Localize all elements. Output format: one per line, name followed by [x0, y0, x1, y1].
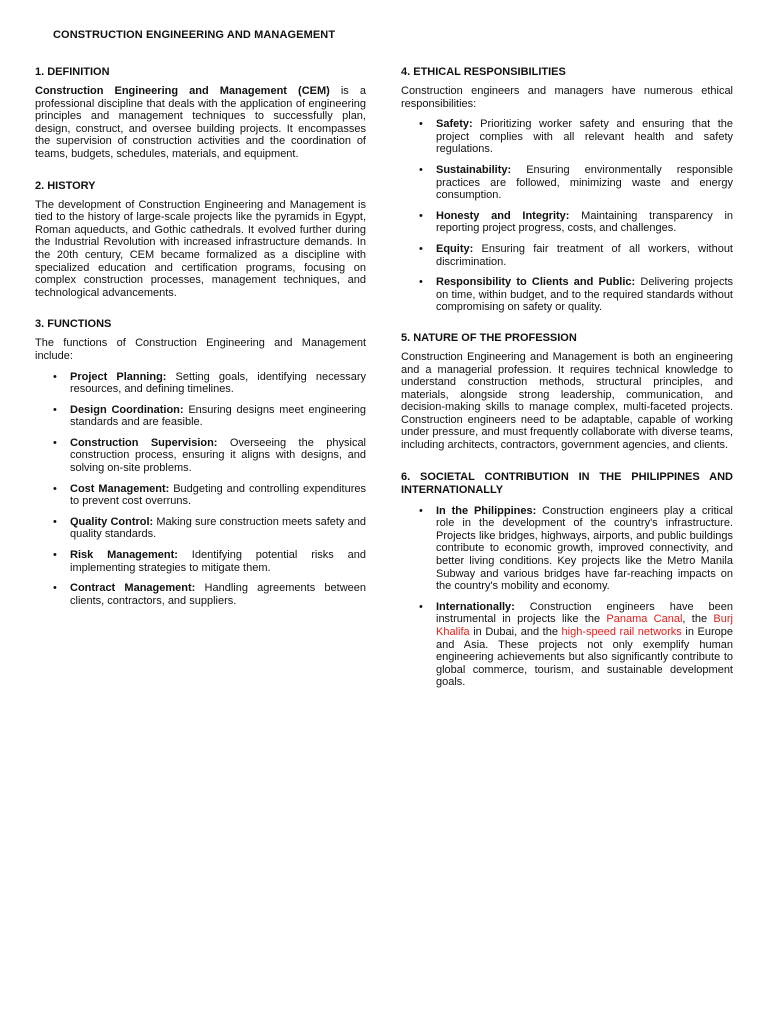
- item-term: Construction Supervision:: [70, 436, 218, 449]
- list-item: [35, 516, 366, 541]
- ethics-intro: Construction engineers and managers have numerous ethical responsibilities:: [401, 85, 733, 110]
- item-text: Handling agreements between clients, contractors, and suppliers.: [70, 582, 367, 607]
- section-definition: [35, 66, 366, 161]
- item-term: Sustainability:: [436, 163, 512, 176]
- list-item: [401, 505, 733, 593]
- functions-list: [35, 371, 366, 608]
- definition-paragraph: [35, 85, 366, 161]
- section-heading: 2. HISTORY: [35, 179, 96, 192]
- list-item: [35, 437, 366, 475]
- item-text: Budgeting and controlling expenditures to prevent cost overruns.: [70, 482, 367, 508]
- item-text: Prioritizing worker safety and ensuring that the project complies with all relevant health and safety regulations.: [436, 118, 733, 156]
- item-term: Cost Management:: [70, 482, 170, 495]
- list-item: [35, 582, 366, 607]
- section-heading: 3. FUNCTIONS: [35, 318, 112, 331]
- list-item: [401, 118, 733, 156]
- item-text: Delivering projects on time, within budget, and to the required standards without compromising on safety or quality.: [436, 276, 733, 314]
- item-term: Project Planning:: [70, 370, 167, 383]
- section-nature: [401, 332, 733, 452]
- list-item: [401, 601, 733, 689]
- section-heading: 1. DEFINITION: [35, 66, 110, 78]
- section-heading: 5. NATURE OF THE PROFESSION: [401, 331, 577, 344]
- societal-list: [401, 505, 733, 689]
- section-societal: [401, 471, 733, 689]
- definition-text: is a professional discipline that deals with the application of engineering principles and management techniques to successfully plan, design, construct, and oversee building projects. It encompasses the supervision of construction activities and the coordination of teams, budgets, schedules, materials, and equipment.: [35, 85, 366, 160]
- high-speed-rail-link[interactable]: high-speed rail networks: [561, 626, 682, 638]
- ethics-list: [401, 118, 733, 314]
- item-text: , the: [682, 613, 714, 626]
- history-paragraph: The development of Construction Engineering and Management is tied to the history of large-scale projects like the pyramids in Egypt, Roman aqueducts, and Gothic cathedrals. It evolved further during the Industrial Revolution with increased infrastructure demands. In the 20th century, CEM became formalized as a discipline with specialized education and certification programs, focusing on complex construction processes, management techniques, and technological advancements.: [35, 198, 366, 299]
- item-text: Overseeing the physical construction process, ensuring it aligns with designs, and solving on-site problems.: [70, 436, 367, 475]
- item-text: Maintaining transparency in reporting project progress, costs, and challenges.: [436, 209, 734, 235]
- item-term: Risk Management:: [70, 549, 178, 562]
- item-term: Responsibility to Clients and Public:: [436, 276, 636, 289]
- page-title: CONSTRUCTION ENGINEERING AND MANAGEMENT: [53, 29, 336, 41]
- item-text: Setting goals, identifying necessary resources, and defining timelines.: [70, 370, 366, 396]
- section-history: [35, 180, 366, 300]
- list-item: [401, 164, 733, 202]
- section-ethics: [401, 66, 733, 314]
- item-term: Equity:: [436, 242, 474, 255]
- functions-intro: The functions of Construction Engineering and Management include:: [35, 337, 366, 362]
- item-term: Quality Control:: [70, 515, 154, 528]
- section-heading: 4. ETHICAL RESPONSIBILITIES: [401, 66, 566, 78]
- item-text: Ensuring environmentally responsible practices are followed, minimizing waste and energy consumption.: [436, 163, 733, 202]
- item-text: Identifying potential risks and implementing strategies to mitigate them.: [70, 549, 366, 574]
- panama-canal-link[interactable]: Panama Canal: [606, 613, 683, 626]
- definition-term: Construction Engineering and Management (CEM): [35, 85, 330, 97]
- item-term: Internationally:: [436, 600, 515, 613]
- item-text: Construction engineers have been instrumental in projects like the: [436, 600, 733, 626]
- list-item: [401, 210, 733, 235]
- list-item: [35, 371, 366, 396]
- list-item: [401, 276, 733, 314]
- item-text: Ensuring fair treatment of all workers, without discrimination.: [436, 242, 733, 268]
- right-column: [401, 66, 733, 709]
- item-text: Making sure construction meets safety and quality standards.: [70, 515, 366, 541]
- item-term: In the Philippines:: [436, 504, 537, 517]
- list-item: [35, 483, 366, 508]
- item-term: Honesty and Integrity:: [436, 209, 570, 222]
- list-item: [35, 549, 366, 574]
- item-text: in Dubai, and the: [469, 626, 562, 638]
- item-term: Design Coordination:: [70, 403, 184, 416]
- list-item: [401, 243, 733, 268]
- item-text: Ensuring designs meet engineering standards and are feasible.: [70, 403, 366, 429]
- item-term: Safety:: [436, 118, 473, 131]
- item-text: in Europe and Asia. These projects not only exemplify human engineering achievements but also significantly contribute to global commerce, tourism, and sustainable development goals.: [436, 626, 733, 689]
- list-item: [35, 404, 366, 429]
- burj-khalifa-link[interactable]: Burj Khalifa: [436, 613, 733, 638]
- nature-paragraph: Construction Engineering and Management is both an engineering and a managerial profession. It requires technical knowledge to understand construction methods, structural principles, and materials, alongside strong leadership, communication, and decision-making skills to manage complex, multi-faceted projects. Construction engineers need to be adaptable, capable of working under pressure, and must frequently collaborate with diverse teams, including architects, contractors, government agencies, and clients.: [401, 350, 733, 452]
- item-term: Contract Management:: [70, 582, 196, 595]
- section-heading: 6. SOCIETAL CONTRIBUTION IN THE PHILIPPINES AND INTERNATIONALLY: [401, 470, 733, 496]
- section-functions: [35, 318, 366, 607]
- item-text: Construction engineers play a critical role in the development of the country's infrastructure. Projects like bridges, highways, airports, and public buildings contribute to economic growth, improved connectivity, and better living conditions. Key projects like the Metro Manila Subway and various bridges have far-reaching impacts on the country's mobility and economy.: [436, 504, 734, 593]
- left-column: [35, 66, 366, 627]
